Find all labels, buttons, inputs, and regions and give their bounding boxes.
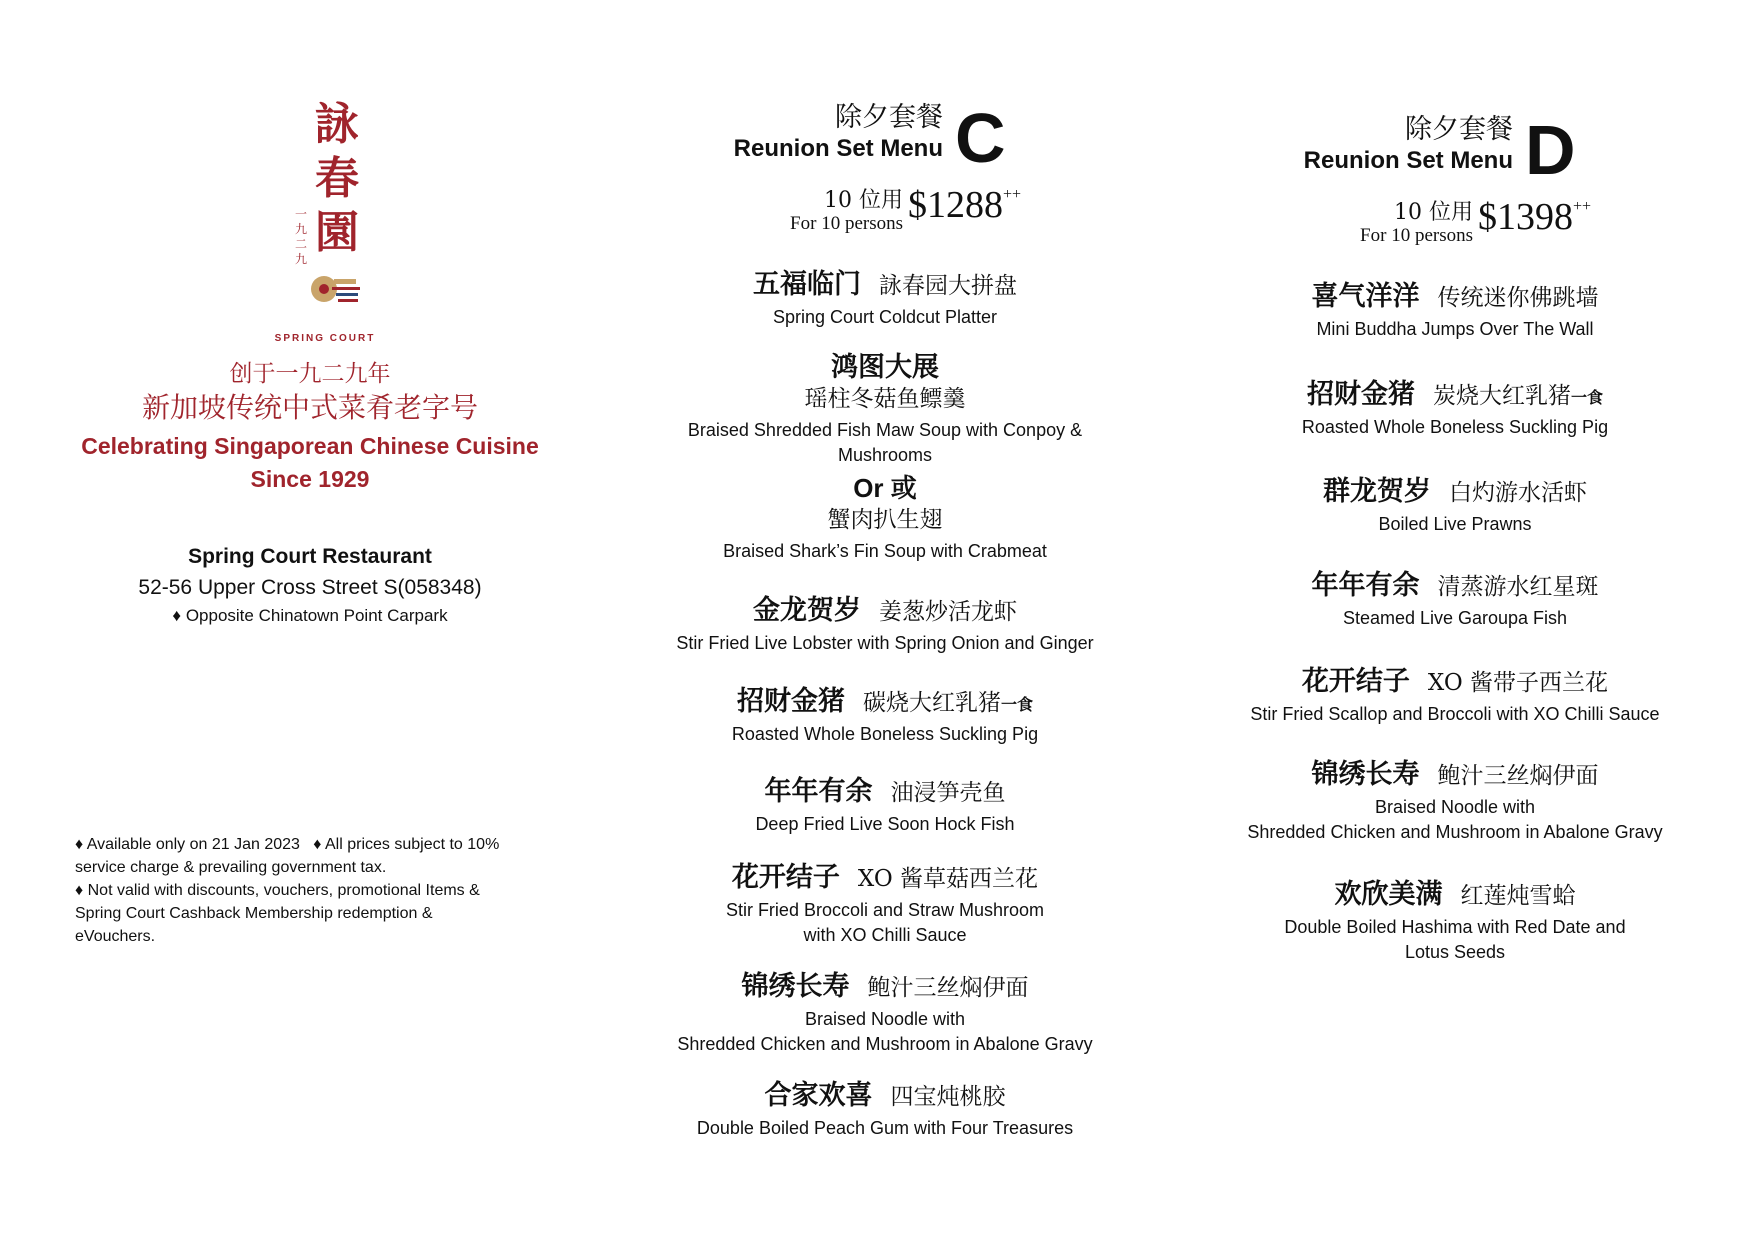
logo-emblem-icon [310,273,370,313]
dish-name-cn: 群龙贺岁 [1323,476,1431,507]
menu-c-header [655,95,1115,245]
dish-name-cn: 欢欣美满 [1334,879,1443,910]
tagline-en [60,430,560,496]
dish-desc-en: Stir Fried Live Lobster with Spring Onion and Ginger [676,633,1094,653]
menu-d-dish [1225,563,1685,631]
dish-alt-en: Braised Shark’s Fin Soup with Crabmeat [723,541,1047,561]
dish-desc-cn: 红莲炖雪蛤 [1460,883,1576,909]
logo-char-2: 春 [315,153,359,204]
dish-desc-cn: 油浸笋壳鱼 [890,780,1006,806]
dish-desc-en: Roasted Whole Boneless Suckling Pig [731,724,1039,744]
dish-desc-en-2: Shredded Chicken and Mushroom in Abalone Gravy [677,1034,1093,1054]
dish-name-cn: 年年有余 [1311,570,1420,601]
dish-desc-en: Roasted Whole Boneless Suckling Pig [1301,417,1609,437]
menu-c-dish [655,855,1115,948]
dish-desc-en: Braised Shredded Fish Maw Soup with Conpoy & [687,420,1083,440]
terms-line: service charge & prevailing government tax. [75,859,387,876]
menu-c-title-cn: 除夕套餐 [835,102,943,133]
logo-char-3: 園 [315,207,359,258]
menu-d-header [1225,107,1685,257]
dish-desc-cn: 鲍汁三丝焖伊面 [867,975,1029,1001]
restaurant-landmark: ♦ Opposite Chinatown Point Carpark [172,606,448,625]
menu-c-price-suffix: ++ [1003,186,1022,203]
dish-or-label: Or 或 [853,473,917,503]
dish-desc-cn: XO 酱带子西兰花 [1427,670,1609,696]
menu-c-dish [655,964,1115,1057]
menu-d-dish [1225,372,1685,440]
menu-d-price [1478,195,1591,239]
dish-desc-cn: 炭烧大红乳猪 [1432,383,1571,409]
dish-name-cn: 花开结子 [731,862,840,893]
menu-c-dish [655,769,1115,837]
dish-desc-en: Double Boiled Hashima with Red Date and [1284,917,1626,937]
tagline-en-line1: Celebrating Singaporean Chinese Cuisine [81,433,539,459]
dish-desc-en-2: Mushrooms [837,445,933,465]
terms-line: ♦ Not valid with discounts, vouchers, promotional Items & [75,882,480,899]
terms-and-conditions [75,833,545,948]
logo-wordmark: SPRING COURT [274,333,376,344]
menu-d-dish [1225,469,1685,537]
menu-c-persons-cn: 10 位用 [824,188,903,213]
menu-c-price [908,183,1021,227]
menu-c-dish [655,1073,1115,1141]
dish-desc-en: Mini Buddha Jumps Over The Wall [1316,319,1594,339]
dish-desc-en: Braised Noodle with [804,1009,966,1029]
menu-d-price-value: $1398 [1478,196,1573,238]
menu-d [1225,107,1685,962]
terms-line: ♦ Available only on 21 Jan 2023 ♦ All prices subject to 10% [75,836,500,853]
dish-name-cn: 鸿图大展 [831,352,939,383]
dish-desc-cn: 四宝炖桃胶 [890,1084,1006,1110]
dish-name-cn: 招财金猪 [736,686,845,717]
dish-desc-cn: 姜葱炒活龙虾 [879,599,1017,625]
menu-d-persons-en: For 10 persons [1360,225,1473,246]
terms-line: Spring Court Cashback Membership redemption & [75,905,433,922]
menu-c-dish [655,345,1115,564]
dish-desc-en: Stir Fried Broccoli and Straw Mushroom [725,900,1045,920]
founded-cn: 创于一九二九年 [229,361,391,387]
tagline-en-line2: Since 1929 [250,466,370,492]
dish-desc-en: Spring Court Coldcut Platter [772,307,998,327]
dish-name-cn: 五福临门 [753,269,861,300]
menu-c-dish [655,588,1115,656]
menu-c-dish [655,262,1115,330]
dish-desc-en-2: with XO Chilli Sauce [803,925,967,945]
dish-name-cn: 合家欢喜 [764,1080,873,1111]
dish-suffix-cn: 一食 [1000,695,1033,714]
terms-line: eVouchers. [75,928,156,945]
menu-d-dish [1225,752,1685,845]
dish-desc-cn: 白灼游水活虾 [1449,480,1587,506]
dish-desc-en: Boiled Live Prawns [1378,514,1532,534]
menu-d-persons-cn: 10 位用 [1394,200,1473,225]
menu-c-dish [655,679,1115,747]
dish-name-cn: 年年有余 [764,776,873,807]
menu-d-price-suffix: ++ [1573,198,1592,215]
dish-desc-cn: 瑶柱冬菇鱼鳔羹 [804,386,966,412]
dish-name-cn: 锦绣长寿 [1311,759,1420,790]
menu-d-title-cn: 除夕套餐 [1405,114,1513,145]
dish-name-cn: 招财金猪 [1306,379,1415,410]
menu-c-title-en: Reunion Set Menu [733,135,943,162]
dish-desc-cn: 碳烧大红乳猪 [862,690,1001,716]
dish-name-cn: 花开结子 [1301,666,1410,697]
dish-desc-en-2: Lotus Seeds [1404,942,1506,962]
dish-name-cn: 喜气洋洋 [1311,281,1420,312]
dish-desc-en-2: Shredded Chicken and Mushroom in Abalone Gravy [1247,822,1663,842]
menu-d-dish [1225,659,1685,727]
restaurant-address: 52-56 Upper Cross Street S(058348) [138,576,482,599]
menu-c-letter: C [955,99,1006,177]
menu-c-price-value: $1288 [908,184,1003,226]
dish-desc-en: Double Boiled Peach Gum with Four Treasures [696,1118,1074,1138]
dish-desc-cn: 詠春园大拼盘 [879,273,1017,299]
dish-suffix-cn: 一食 [1570,388,1603,407]
dish-desc-en: Steamed Live Garoupa Fish [1342,608,1568,628]
dish-desc-en: Deep Fried Live Soon Hock Fish [755,814,1015,834]
menu-d-dish [1225,274,1685,342]
dish-desc-en: Stir Fried Scallop and Broccoli with XO Chilli Sauce [1250,704,1660,724]
menu-c-persons-en: For 10 persons [790,213,903,234]
menu-d-dish [1225,872,1685,965]
logo-char-1: 詠 [315,99,359,150]
dish-name-cn: 锦绣长寿 [741,971,850,1002]
menu-c [655,95,1115,1138]
dish-desc-cn: 鲍汁三丝焖伊面 [1437,763,1599,789]
tagline-cn: 新加坡传统中式菜肴老字号 [141,391,478,424]
dish-desc-en: Braised Noodle with [1374,797,1536,817]
dish-name-cn: 金龙贺岁 [753,595,861,626]
dish-alt-cn: 蟹肉扒生翅 [827,507,943,533]
dish-desc-cn: 清蒸游水红星斑 [1437,574,1599,600]
dish-desc-cn: 传统迷你佛跳墙 [1437,285,1599,311]
restaurant-name: Spring Court Restaurant [188,545,432,568]
logo-year-vertical: 一九二九 [295,207,308,266]
menu-d-letter: D [1525,111,1576,189]
menu-d-title-en: Reunion Set Menu [1303,147,1513,174]
dish-desc-cn: XO 酱草菇西兰花 [857,866,1039,892]
